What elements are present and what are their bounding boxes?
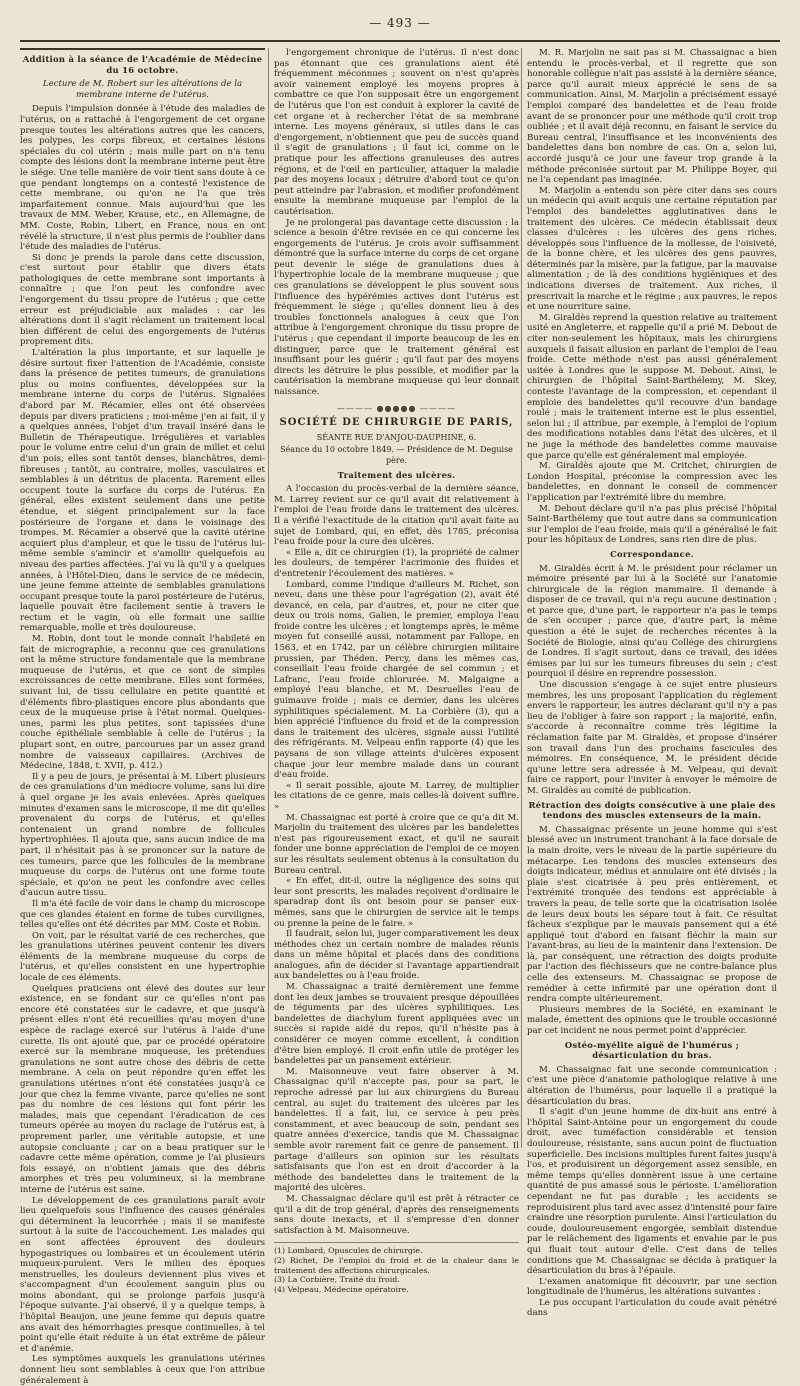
section-heading: Correspondance. <box>610 548 694 559</box>
paragraph: Je ne prolongerai pas davantage cette discussion : la science a besoin d'être revisée en ce qui concerne les engorgements de l'utérus. Je crois avoir suffisamment démontré que la surface interne du corps de cet organe peut devenir le siége de granulations dues à l'hypertrophie locale de la membrane muqueuse ; que ces granulations se développent le plus souvent sous l'influence des hypérémies actives dont l'utérus est fréquemment le siége ; qu'elles donnent lieu à des troubles fonctionnels analogues à ceux que l'on attribue à l'engorgement chronique du tissu propre de l'utérus ; que cependant il importe beaucoup de les en distinguer, parce que le traitement général est insuffisant pour les guérir ; qu'il faut par des moyens directs les détruire le plus possible, et modifier par la cautérisation la membrane muqueuse qui leur donnait naissance. <box>274 217 519 397</box>
paragraph: M. Chassaignac déclare qu'il est prêt à rétracter ce qu'il a dit de trop général, d'après des renseignements sans doute inexacts, et il s'empresse d'en donner satisfaction à M. Maisonneuve. <box>274 1193 519 1236</box>
paragraph: Une discussion s'engage à ce sujet entre plusieurs membres, les uns proposant l'application du règlement envers le rapporteur, les autres déclarant qu'il n'y a pas lieu de l'obliger à faire son rapport ; la majorité, enfin, s'accorde à reconnaître comme très légitime la réclamation faite par M. Giraldès, et propose d'insérer son travail dans l'un des prochains fascicules des mémoires. En conséquence, M. le président décide qu'une lettre sera adressée à M. Velpeau, qui devait faire ce rapport, pour l'inviter à envoyer le mémoire de M. Giraldès au comité de publication. <box>527 680 777 796</box>
footnote: (1) Lombard, Opuscules de chirurgie. <box>274 1246 423 1256</box>
paragraph: Plusieurs membres de la Société, en examinant le malade, émettent des opinions que le trouble occasionné par cet incident ne nous permet point d'apprécier. <box>527 1004 777 1037</box>
column-divider <box>268 48 269 1148</box>
paragraph: L'examen anatomique fit découvrir, par une section longitudinale de l'humérus, les altérations suivantes : <box>527 1276 777 1298</box>
section-heading: Traitement des ulcères. <box>337 469 456 480</box>
article-title: Addition à la séance de l'Académie de Médecine du 16 octobre. <box>22 54 263 75</box>
paragraph: M. Giraldès reprend la question relative au traitement usité en Angleterre, et rappelle qu'il a prié M. Debout de citer non-seulement les hôpitaux, mais les chirurgiens auxquels il faisait allusion en parlant de l'emploi de l'eau froide. Cette méthode n'est pas aussi généralement usitée à Londres que le suppose M. Debout. Ainsi, le chirurgien de l'hôpital Saint-Barthélemy, M. Skey, conteste l'avantage de la compression, et cependant il emploie des bandelettes qu'il recouvre d'un bandage roulé ; mais le traitement interne est le plus essentiel, selon lui ; il attribue, par exemple, à l'emploi de l'opium des modifications notables dans l'état des ulcères, et il ne juge la méthode des bandelettes comme mauvaise que parce qu'elle est généralement mal employée. <box>527 312 777 461</box>
footnote: (2) Richet, De l'emploi du froid et de la chaleur dans le traitement des affections chirurgicales. <box>274 1255 519 1275</box>
column-3 <box>527 48 777 1319</box>
paragraph: Il y a peu de jours, je présentai à M. Libert plusieurs de ces granulations d'un médiocre volume, sans lui dire à quel organe je les avais enlevées. Après quelques minutes d'examen sans le microscope, il me dit qu'elles provenaient du corps de l'utérus, et qu'elles contenaient un grand nombre de follicules hypertrophiées. Il ajouta que, sans aucun indice de ma part, il n'hésitait pas à se prononcer sur la nature de ces tumeurs, parce que les follicules de la membrane muqueuse du corps de l'utérus ont une forme toute spéciale, et qu'on ne peut les confondre avec celles d'aucun autre tissu. <box>20 771 265 899</box>
paragraph: M. Debout déclare qu'il n'a pas plus précisé l'hôpital Saint-Barthélemy que tout autre dans sa communication sur l'emploi de l'eau froide, mais qu'il a généralisé le fait pour les hôpitaux de Londres, sans rien dire de plus. <box>527 503 777 546</box>
column-2 <box>274 48 519 1294</box>
paragraph: Le développement de ces granulations paraît avoir lieu quelquefois sous l'influence des causes générales qui déterminent la leucorrhée ; mais il se manifeste surtout à la suite de l'accouchement. Les malades qui en sont affectées éprouvent des douleurs hypogastriques ou lombaires et un écoulement utérin muqueux-purulent. Vers le milieu des époques menstruelles, les douleurs deviennent plus vives et s'accompagnent d'un écoulement sanguin plus ou moins abondant, qui se prolonge parfois jusqu'à l'époque suivante. J'ai observé, il y a quelque temps, à l'hôpital Beaujon, une jeune femme qui depuis quatre ans avait des hémorrhagies presque continuelles, à tel point qu'elle était réduite à un état extrême de pâleur et d'anémie. <box>20 1195 265 1354</box>
paragraph: « En effet, dit-il, outre la négligence des soins qui leur sont prescrits, les malades reçoivent d'ordinaire le sparadrap dont ils ont besoin pour se panser eux-mêmes, sans que le chirurgien de service ait le temps ou prenne la peine de le faire. » <box>274 876 519 929</box>
article-subtitle: Lecture de M. Robert sur les altérations de la membrane interne de l'utérus. <box>42 79 243 100</box>
column-divider <box>521 48 522 1148</box>
paragraph: Il m'a été facile de voir dans le champ du microscope que ces glandes étaient en forme de tubes curvilignes, telles qu'elles ont été décrites par MM. Coste et Robin. <box>20 898 265 931</box>
paragraph: L'altération la plus importante, et sur laquelle je désire surtout fixer l'attention de l'Académie, consiste dans la présence de petites tumeurs, de granulations plus ou moins confluentes, développées sur la membrane interne du corps de l'utérus. Signalées d'abord par M. Récamier, elles ont été observées depuis par divers praticiens ; moi-même j'en ai fait, il y a quelques années, l'objet d'un travail inséré dans le Bulletin de Thérapeutique. Irrégulières et variables pour le volume entre celui d'un grain de millet et celui d'un pois, elles sont tantôt denses, blanchâtres, demi-fibreuses ; tantôt, au contraire, molles, vasculaires et semblables à un détritus de placenta. Rarement elles occupent toute la surface du corps de l'utérus. En général, elles existent seulement dans une petite étendue, et siégent principalement sur la face postérieure de l'organe et dans le voisinage des trompes. M. Récamier a observé que la cavité utérine acquiert plus d'ampleur, et que le tissu de l'utérus lui-même semble s'amincir et s'amollir quelquefois au niveau des parties affectées. J'ai vu là qu'il y a quelques années, à l'Hôtel-Dieu, dans le service de ce médecin, une jeune femme atteinte de semblables granulations occupant presque toute la paroi postérieure de l'utérus, laquelle pouvait être facilement sentie à travers le rectum et le vagin, où elle formait une saillie remarquable, molle et très douloureuse. <box>20 348 265 634</box>
paragraph: Il s'agit d'un jeune homme de dix-huit ans entré à l'hôpital Saint-Antoine pour un engorgement du coude droit, avec tuméfaction considérable et tension douloureuse, résistante, sans aucun point de fluctuation superficielle. Des incisions multiples furent faites jusqu'à l'os, et produisirent un dégorgement assez sensible, en même temps qu'elles donnèrent issue à une certaine quantité de pus amassé sous le périoste. L'amélioration cependant ne fut pas durable ; les accidents se reproduisirent plus tard avec assez d'intensité pour faire craindre une résorption purulente. Ainsi l'articulation du coude, douloureusement engorgée, semblait distendue par le relâchement des ligaments et envahie par le pus qui fluait tout autour d'elle. C'est dans de telles conditions que M. Chassaignac se décida à pratiquer la désarticulation du bras à l'épaule. <box>527 1107 777 1277</box>
section-rule <box>20 48 265 50</box>
paragraph: M. Robin, dont tout le monde connaît l'habileté en fait de micrographie, a reconnu que ces granulations ont la même structure fondamentale que la membrane muqueuse de l'utérus, et que ce sont de simples excroissances de cette membrane. Elles sont formées, suivant lui, de tissu cellulaire en petite quantité et d'éléments fibro-plastiques encore plus abondants que ceux de la muqueuse prise à l'état normal. Quelques-unes, parmi les plus petites, sont tapissées d'une couche épithéliale semblable à celle de l'utérus ; la plupart sont, en outre, parcourues par un assez grand nombre de vaisseaux capillaires. (Archives de Médecine, 1848, t. XVII, p. 412.) <box>20 634 265 772</box>
society-address: SÉANTE RUE D'ANJOU-DAUPHINE, 6. <box>316 432 477 442</box>
header-rule <box>20 40 780 42</box>
paragraph: Le pus occupant l'articulation du coude avait pénétré dans <box>527 1297 777 1319</box>
paragraph: Il faudrait, selon lui, juger comparativement les deux méthodes chez un certain nombre de malades réunis dans un même hôpital et placés dans des conditions analogues, afin de décider si l'avantage appartiendrait aux bandelettes ou à l'eau froide. <box>274 929 519 982</box>
paragraph: M. Chassaignac présente un jeune homme qui s'est blessé avec un instrument tranchant à la face dorsale de la main droite, vers le niveau de la partie supérieure du métacarpe. Les tendons des muscles extenseurs des doigts indicateur, médius et annulaire ont été divisés ; la plaie s'est cicatrisée à peu près entièrement, et l'extrémité tronquée des tendons est appréciable à travers la peau, de telle sorte que la cicatrisation isolée de leurs deux bouts les sépare tout à fait. Ce résultat fâcheux s'explique par le mauvais pansement qui a été appliqué tout d'abord en faisant fléchir la main sur l'avant-bras, au lieu de la maintenir dans l'extension. De là, par conséquent, une rétraction des doigts produite par l'action des fléchisseurs que ne contre-balance plus celle des extenseurs. M. Chassaignac se propose de remédier à cette infirmité par une opération dont il rendra compte ultérieurement. <box>527 824 777 1005</box>
paragraph: Lombard, comme l'indique d'ailleurs M. Richet, son neveu, dans une thèse pour l'agrégation (2), avait été devancé, en cela, par d'autres, et, pour ne citer que deux ou trois noms, Galien, le premier, employa l'eau froide contre les ulcères ; et longtemps après, le même moyen fut conseillé aussi, notamment par Fallope, en 1563, et en 1742, par un célèbre chirurgien militaire prussien, par Théden. Percy, dans les mêmes cas, conseillait l'eau froide chargée de sel commun ; et Lafranc, l'eau froide chlorurée. M. Malgaigne a employé l'eau blanche, et M. Desruelles l'eau de guimauve froide ; mais ce dernier, dans les ulcères syphilitiques spécialement. M. La Corbière (3), qui a bien apprécié l'influence du froid et de la compression dans le traitement des ulcères, signale aussi l'utilité des réfrigérants. M. Velpeau enfin rapporte (4) que les paysans de son village atteints d'ulcères exposent chaque jour leur membre malade dans un courant d'eau froide. <box>274 579 519 781</box>
session-line: Séance du 10 octobre 1849. — Présidence de M. Deguise père. <box>280 445 513 465</box>
paragraph: M. Chassaignac fait une seconde communication : c'est une pièce d'anatomie pathologique relative à une altération de l'humérus, pour laquelle il a pratiqué la désarticulation du bras. <box>527 1064 777 1107</box>
page-number: — 493 — <box>369 16 431 30</box>
paragraph: Quelques praticiens ont élevé des doutes sur leur existence, en se fondant sur ce qu'elles n'ont pas encore été constatées sur le cadavre, et que jusqu'à présent elles n'ont été recueillies qu'au moyen d'une espèce de raclage exercé sur l'utérus à l'aide d'une curette. Ils ont ajouté que, par ce procédé opératoire exercé sur la membrane muqueuse, les prétendues granulations ne sont autre chose des débris de cette membrane. A cela on peut répondre qu'en effet les granulations utérines n'ont été constatées jusqu'à ce jour que chez la femme vivante, parce qu'elles ne sont pas du nombre de ces lésions qui font périr les malades, mais que cependant l'éradication de ces tumeurs opérée au moyen du raclage de l'utérus est, à proprement parler, une véritable autopsie, et une autopsie concluante ; car on a beau pratiquer sur le cadavre cette même opération, comme je l'ai plusieurs fois essayé, on n'obtient jamais que des débris amorphes et très peu volumineux, si la membrane interne de l'utérus est saine. <box>20 983 265 1195</box>
column-1 <box>20 48 265 1386</box>
society-title: SOCIÉTÉ DE CHIRURGIE DE PARIS, <box>279 417 514 429</box>
paragraph: M. Maisonneuve veut faire observer à M. Chassaignac qu'il n'accepte pas, pour sa part, le reproche adressé par lui aux chirurgiens du Bureau central, au sujet du traitement des ulcères par les bandelettes. Il a fait, lui, ce service à peu près constamment, et avec beaucoup de soin, pendant ses quatre années d'exercice, tandis que M. Chassaignac semble avoir rarement fait ce genre de pansement. Il partage d'ailleurs son opinion sur les résultats satisfaisants que l'on est en droit d'accorder à la méthode des bandelettes dans le traitement de la majorité des ulcères. <box>274 1066 519 1194</box>
paragraph: M. R. Marjolin ne sait pas si M. Chassaignac a bien entendu le procès-verbal, et il regrette que son honorable collègue n'ait pas assisté à la dernière séance, parce qu'il aurait mieux apprécié le sens de sa communication. Ainsi, M. Marjolin a précisément essayé l'emploi comparé des bandelettes et de l'eau froide avant de se prononcer pour une méthode qu'il croit trop oubliée ; et il avait déjà reconnu, en faisant le service du Bureau central, l'insuffisance et les inconvénients des bandelettes dans bon nombre de cas. On a, selon lui, accordé jusqu'à ce jour une faveur trop grande à la méthode préconisée surtout par M. Philippe Boyer, qui ne l'a cependant pas imaginée. <box>527 48 777 186</box>
paragraph: « Il serait possible, ajoute M. Larrey, de multiplier les citations de ce genre, mais celles-là doivent suffire. » <box>274 780 519 812</box>
paragraph: M. Giraldès écrit à M. le président pour réclamer un mémoire présenté par lui à la Société sur l'anatomie chirurgicale de la région mammaire. Il demande à disposer de ce travail, qui n'a reçu aucune destination ; et parce que, d'une part, le rapporteur n'a pas le temps de s'en occuper ; parce que, d'autre part, la même question a été le sujet de recherches récentes à la Société de Biologie, ainsi qu'au Collége des chirurgiens de Londres. Il s'agit surtout, dans ce travail, des idées émises par lui sur les tumeurs fibreuses du sein ; c'est pourquoi il désire en reprendre possession. <box>527 563 777 680</box>
paragraph: « Elle a, dit ce chirurgien (1), la propriété de calmer les douleurs, de tempérer l'acrimonie des fluides et d'entretenir l'écoulement des matières. » <box>274 547 519 579</box>
paragraph: Les symptômes auxquels les granulations utérines donnent lieu sont semblables à ceux que l'on attribue généralement à <box>20 1354 265 1386</box>
paragraph: M. Chassaignac a traité dernièrement une femme dont les deux jambes se trouvaient presque dépouillées de téguments par des ulcères syphilitiques. Les bandelettes de diachylum furent appliquées avec un succès si rapide aidé du repos, qu'il n'hésite pas à considérer ce moyen comme excellent, à condition d'être bien employé. Il croit enfin utile de protéger les bandelettes par un pansement extérieur. <box>274 982 519 1067</box>
paragraph: M. Chassaignac est porté à croire que ce qu'a dit M. Marjolin du traitement des ulcères par les bandelettes n'est pas rigoureusement exact, et qu'il ne saurait fonder une bonne appréciation de l'emploi de ce moyen sur les résultats seulement obtenus à la consultation du Bureau central. <box>274 812 519 876</box>
section-heading: Ostéo-myélite aiguë de l'humérus ; désarticulation du bras. <box>564 1039 740 1061</box>
footnote: (3) La Corbière, Traité du froid. <box>274 1275 400 1285</box>
ornamental-separator: ———— ●●●●● ———— <box>337 403 456 413</box>
paragraph: Si donc je prends la parole dans cette discussion, c'est surtout pour établir que divers états pathologiques de cette membrane sont importants à connaître ; que l'on peut les confondre avec l'engorgement du tissu propre de l'utérus ; que cette erreur est préjudiciable aux malades : car les altérations dont il s'agit réclament un traitement local bien différent de celui des engorgements de l'utérus proprement dits. <box>20 252 265 348</box>
paragraph: l'engorgement chronique de l'utérus. Il n'est donc pas étonnant que ces granulations aient été fréquemment méconnues ; souvent on n'est qu'après avoir vainement employé les moyens propres à combattre ce que l'on supposait être un engorgement de l'utérus que l'on est conduit à explorer la cavité de cet organe et à rechercher l'état de sa membrane interne. Les moyens généraux, si utiles dans le cas d'engorgement, n'obtiennent que peu de succès quand il s'agit de granulations ; il faut ici, comme on le pratique pour les affections granuleuses des autres régions, et de l'œil en particulier, attaquer la maladie par des moyens locaux ; détruire d'abord tout ce qu'on peut atteindre par l'abrasion, et modifier profondément ensuite la membrane muqueuse par l'emploi de la cautérisation. <box>274 48 519 217</box>
paragraph: On voit, par le résultat varié de ces recherches, que les granulations utérines peuvent contenir les divers éléments de la membrane muqueuse du corps de l'utérus, et qu'elles consistent en une hypertrophie locale de ces éléments. <box>20 930 265 984</box>
paragraph: A l'occasion du procès-verbal de la dernière séance, M. Larrey revient sur ce qu'il avait dit relativement à l'emploi de l'eau froide dans le traitement des ulcères. Il a vérifié l'exactitude de la citation qu'il avait faite au sujet de Lombard, qui, en effet, dès 1785, préconisa l'eau froide pour la cure des ulcères. <box>274 484 519 548</box>
section-heading: Rétraction des doigts consécutive à une plaie des tendons des muscles extenseurs de la main. <box>528 799 776 821</box>
paragraph: Depuis l'impulsion donnée à l'étude des maladies de l'utérus, on a rattaché à l'engorgement de cet organe presque toutes les altérations autres que les cancers, les polypes, les corps fibreux, et certaines lésions spéciales du col utérin ; mais nulle part on n'a tenu compte des lésions dont la membrane interne peut être le siége. Une telle manière de voir tient sans doute à ce que pendant longtemps on a contesté l'existence de cette membrane, ou qu'on ne l'a que très imparfaitement connue. Mais aujourd'hui que les travaux de MM. Weber, Krause, etc., en Allemagne, de MM. Coste, Robin, Libert, en France, nous en ont révélé la structure, il n'est plus permis de l'oublier dans l'étude des maladies de l'utérus. <box>20 104 265 253</box>
footnote: (4) Velpeau, Médecine opératoire. <box>274 1284 409 1294</box>
paragraph: M. Marjolin a entendu son père citer dans ses cours un médecin qui avait acquis une certaine réputation par l'emploi des bandelettes agglutinatives dans le traitement des ulcères. Ce médecin établissait deux classes d'ulcères : les ulcères des gens riches, développés sous l'influence de la mollesse, de l'oisiveté, de la bonne chère, et les ulcères des gens pauvres, déterminés par la misère, par la fatigue, par la mauvaise alimentation ; de là des conditions hygiéniques et des indications diverses de traitement. Aux riches, il prescrivait la marche et le régime ; aux pauvres, le repos et une nourriture saine. <box>527 185 777 313</box>
footnotes <box>274 1242 519 1294</box>
paragraph: M. Giraldès ajoute que M. Critchet, chirurgien de London Hospital, préconise la compression avec les bandelettes, en donnant le conseil de commencer l'application par l'extrémité libre du membre. <box>527 461 777 503</box>
